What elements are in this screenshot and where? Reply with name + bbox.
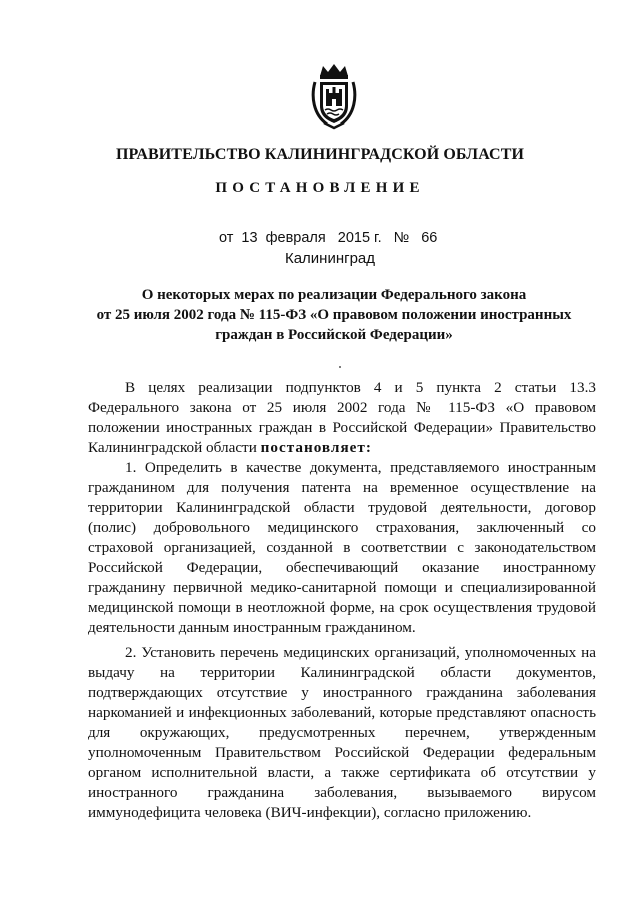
body-line: территории Калининградской области трудовой деятельности, договор <box>88 499 596 516</box>
body-line: уполномоченным Правительством Российской Федерации федеральным <box>88 744 596 761</box>
body-line: 1. Определить в качестве документа, представляемого иностранным <box>125 459 596 476</box>
body-line: Федерального закона от 25 июля 2002 года № 115-ФЗ «О правовом <box>88 399 596 416</box>
body-line: медицинской помощи в неотложной форме, на срок осуществления трудовой <box>88 599 596 616</box>
body-line: для окружающих, предусмотренных перечнем, утвержденным <box>88 724 596 741</box>
intro-text: Калининградской области <box>88 439 257 456</box>
coat-of-arms-emblem <box>311 62 357 130</box>
date-day: 13 <box>241 230 258 246</box>
body-line: иностранного гражданина заболевания, вызываемого вирусом <box>88 784 596 801</box>
body-line: страховой организацией, созданной в соответствии с законодательством <box>88 539 596 556</box>
scan-dot <box>339 366 341 368</box>
body-line: гражданину первичной медико-санитарной помощи и специализированной <box>88 579 596 596</box>
body-line <box>88 438 596 458</box>
document-date-line <box>219 230 437 246</box>
title-line: граждан в Российской Федерации» <box>215 327 453 343</box>
body-line: органом исполнительной власти, а также сертификата об отсутствии у <box>88 764 596 781</box>
body-line: наркоманией и инфекционных заболеваний, которые представляют опасность <box>88 704 596 721</box>
body-line: 2. Установить перечень медицинских организаций, уполномоченных на <box>125 644 596 661</box>
title-line: от 25 июля 2002 года № 115-ФЗ «О правовом положении иностранных <box>96 307 572 323</box>
date-year: 2015 г. <box>337 230 382 246</box>
body-line: гражданином для получения патента на временное осуществление на <box>88 479 596 496</box>
date-prefix: от <box>219 230 234 246</box>
organization-title: ПРАВИТЕЛЬСТВО КАЛИНИНГРАДСКОЙ ОБЛАСТИ <box>115 146 525 163</box>
body-line: В целях реализации подпунктов 4 и 5 пункта 2 статьи 13.3 <box>125 379 596 396</box>
city: Калининград <box>284 250 376 267</box>
date-month: февраля <box>265 230 326 246</box>
title-line: О некоторых мерах по реализации Федерального закона <box>141 287 527 303</box>
body-line: (полис) добровольного медицинского страхования, заключенный со <box>88 519 596 536</box>
body-line: иммунодефицита человека (ВИЧ-инфекции), согласно приложению. <box>88 804 532 821</box>
document-body <box>88 378 596 823</box>
body-line: Российской Федерации, обеспечивающий оказание иностранному <box>88 559 596 576</box>
body-line: подтверждающих отсутствие у иностранного гражданина заболевания <box>88 684 596 701</box>
body-line: положении иностранных граждан в Российской Федерации» Правительство <box>88 419 596 436</box>
document-number: 66 <box>421 230 438 246</box>
number-sign: № <box>393 230 410 246</box>
body-line: деятельности данным иностранным гражданином. <box>88 619 416 636</box>
document-type: ПОСТАНОВЛЕНИЕ <box>215 180 425 196</box>
body-line: выдачу на территории Калининградской области документов, <box>88 664 596 681</box>
document-title <box>60 285 608 345</box>
decree-verb: постановляет: <box>260 439 372 456</box>
